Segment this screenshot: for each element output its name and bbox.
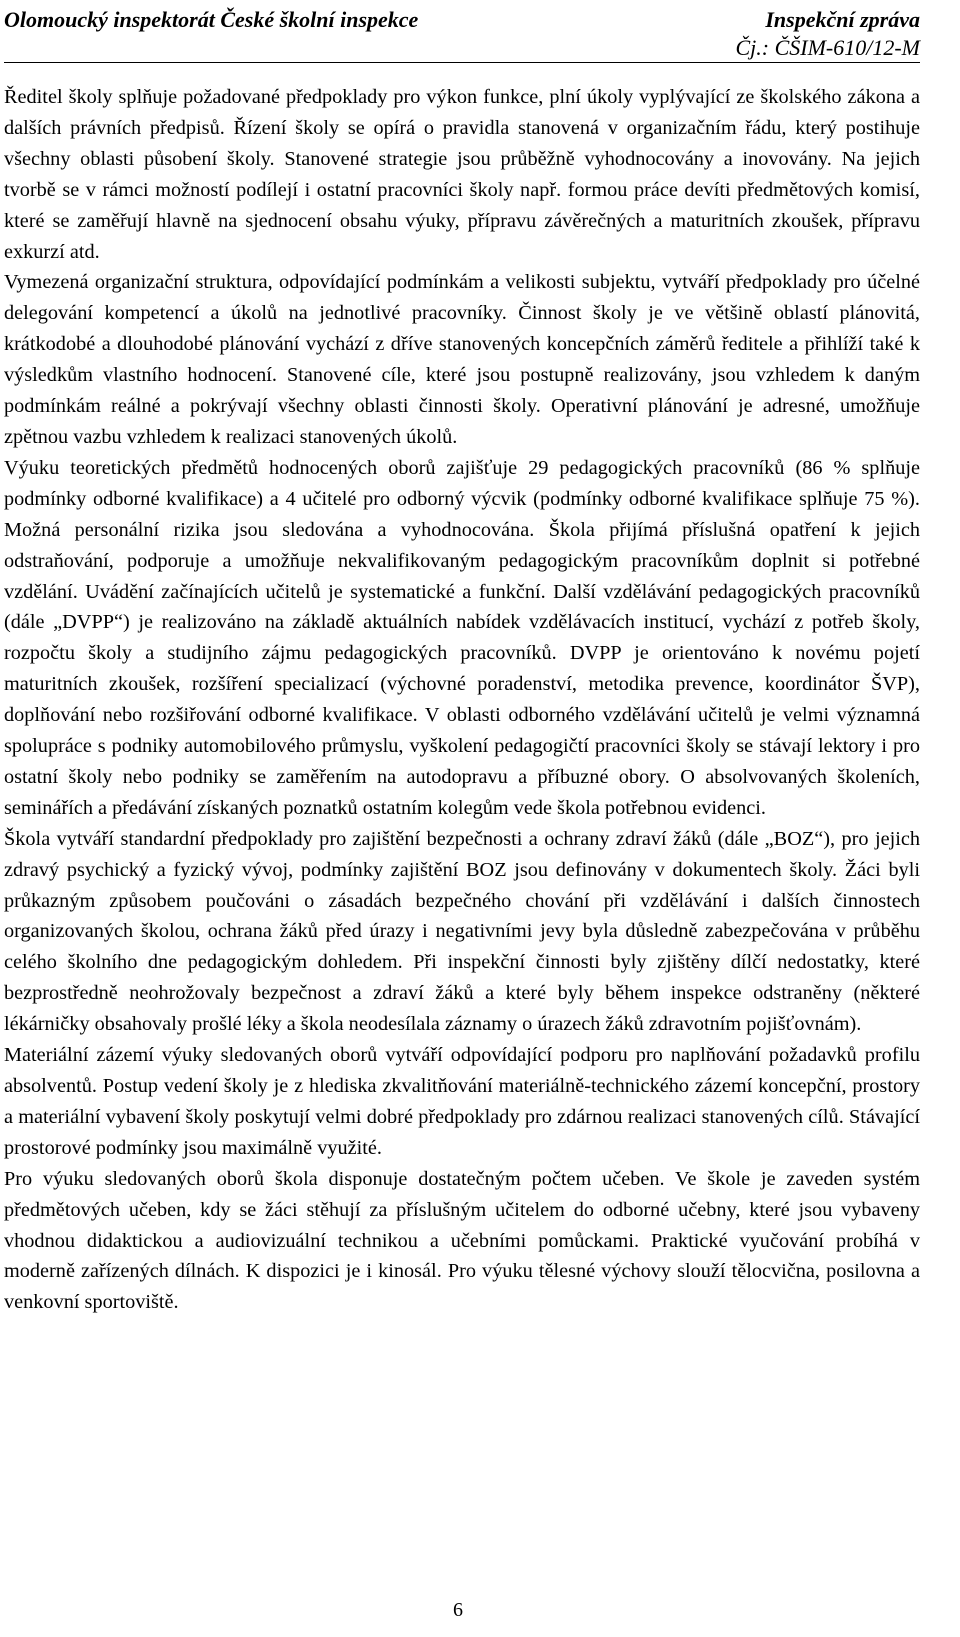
page-header [4, 6, 920, 63]
paragraph-management: Ředitel školy splňuje požadované předpoklady pro výkon funkce, plní úkoly vyplývající ze školského zákona a dalších právních předpisů. Řízení školy se opírá o pravidla stanovená v organizačním řádu, který postihuje všechny oblasti působení školy. Stanovené strategie jsou průběžně vyhodnocovány a inovovány. Na jejich tvorbě se v rámci možností podílejí i ostatní pracovníci školy např. formou práce devíti předmětových komisí, které se zaměřují hlavně na sjednocení obsahu výuky, přípravu závěrečných a maturitních zkoušek, přípravu exkurzí atd. [4, 86, 920, 263]
paragraph-safety: Škola vytváří standardní předpoklady pro zajištění bezpečnosti a ochrany zdraví žáků (dále „BOZ“), pro jejich zdravý psychický a fyzický vývoj, podmínky zajištění BOZ jsou definovány v dokumentech školy. Žáci byli průkazným způsobem poučováni o zásadách bezpečného chování při vzdělávání i dalších činnostech organizovaných školou, ochrana žáků před úrazy i negativními jevy byla důsledně zabezpečována v průběhu celého školního dne pedagogickým dohledem. Při inspekční činnosti byly zjištěny dílčí nedostatky, které bezprostředně neohrožovaly bezpečnost a zdraví žáků a které byly během inspekce odstraněny (některé lékárničky obsahovaly prošlé léky a škola neodesílala záznamy o úrazech žáků zdravotním pojišťovnám). [4, 827, 920, 1036]
paragraph-staff: Výuku teoretických předmětů hodnocených oborů zajišťuje 29 pedagogických pracovníků (86 % splňuje podmínky odborné kvalifikace) a 4 učitelé pro odborný výcvik (podmínky odborné kvalifikace splňuje 75 %). Možná personální rizika jsou sledována a vyhodnocována. Škola přijímá příslušná opatření k jejich odstraňování, podporuje a umožňuje nekvalifikovaným pedagogickým pracovníkům doplnit si potřebné vzdělání. Uvádění začínajících učitelů je systematické a funkční. Další vzdělávání pedagogických pracovníků (dále „DVPP“) je realizováno na základě aktuálních nabídek vzdělávacích institucí, vychází z potřeb školy, rozpočtu školy a studijního zájmu pedagogických pracovníků. DVPP je orientováno k novému pojetí maturitních zkoušek, rozšíření specializací (výchovné poradenství, metodika prevence, koordinátor ŠVP), doplňování nebo rozšiřování odborné kvalifikace. V oblasti odborného vzdělávání učitelů je velmi významná spolupráce s podniky automobilového průmyslu, vyškolení pedagogičtí pracovníci školy se stávají lektory i pro ostatní školy nebo podniky se zaměřením na autodopravu a příbuzné obory. O absolvovaných školeních, seminářích a předávání získaných poznatků ostatním kolegům vede škola potřebnou evidenci. [4, 456, 920, 819]
paragraph-classrooms: Pro výuku sledovaných oborů škola disponuje dostatečným počtem učeben. Ve škole je zaveden systém předmětových učeben, kdy se žáci stěhují za příslušným učitelem do odborné učebny, které jsou vybaveny vhodnou didaktickou a audiovizuální technikou a učebními pomůckami. Praktické vyučování probíhá v moderně zařízených dílnách. K dispozici je i kinosál. Pro výuku tělesné výchovy slouží tělocvična, posilovna a venkovní sportoviště. [4, 1167, 920, 1314]
header-report-info [735, 6, 920, 62]
header-inspectorate: Olomoucký inspektorát České školní inspekce [4, 7, 419, 32]
document-body [4, 82, 920, 1318]
header-reference-number: Čj.: ČŠIM-610/12-M [735, 35, 920, 60]
paragraph-organization: Vymezená organizační struktura, odpovídající podmínkám a velikosti subjektu, vytváří předpoklady pro účelné delegování kompetencí a úkolů na jednotlivé pracovníky. Činnost školy je ve většině oblastí plánovitá, krátkodobé a dlouhodobé plánování vychází z dříve stanovených koncepčních záměrů ředitele a přihlíží také k výsledkům vlastního hodnocení. Stanovené cíle, které jsou postupně realizovány, jsou vzhledem k daným podmínkám reálné a pokrývají všechny oblasti činnosti školy. Operativní plánování je adresné, umožňuje zpětnou vazbu vzhledem k realizaci stanovených úkolů. [4, 271, 920, 448]
header-report-title: Inspekční zpráva [765, 7, 920, 32]
paragraph-material: Materiální zázemí výuky sledovaných oborů vytváří odpovídající podporu pro naplňování požadavků profilu absolventů. Postup vedení školy je z hlediska zkvalitňování materiálně-technického zázemí koncepční, prostory a materiální vybavení školy poskytují velmi dobré předpoklady pro zdárnou realizaci stanovených cílů. Stávající prostorové podmínky jsou maximálně využité. [4, 1044, 920, 1159]
page-number: 6 [453, 1599, 463, 1621]
